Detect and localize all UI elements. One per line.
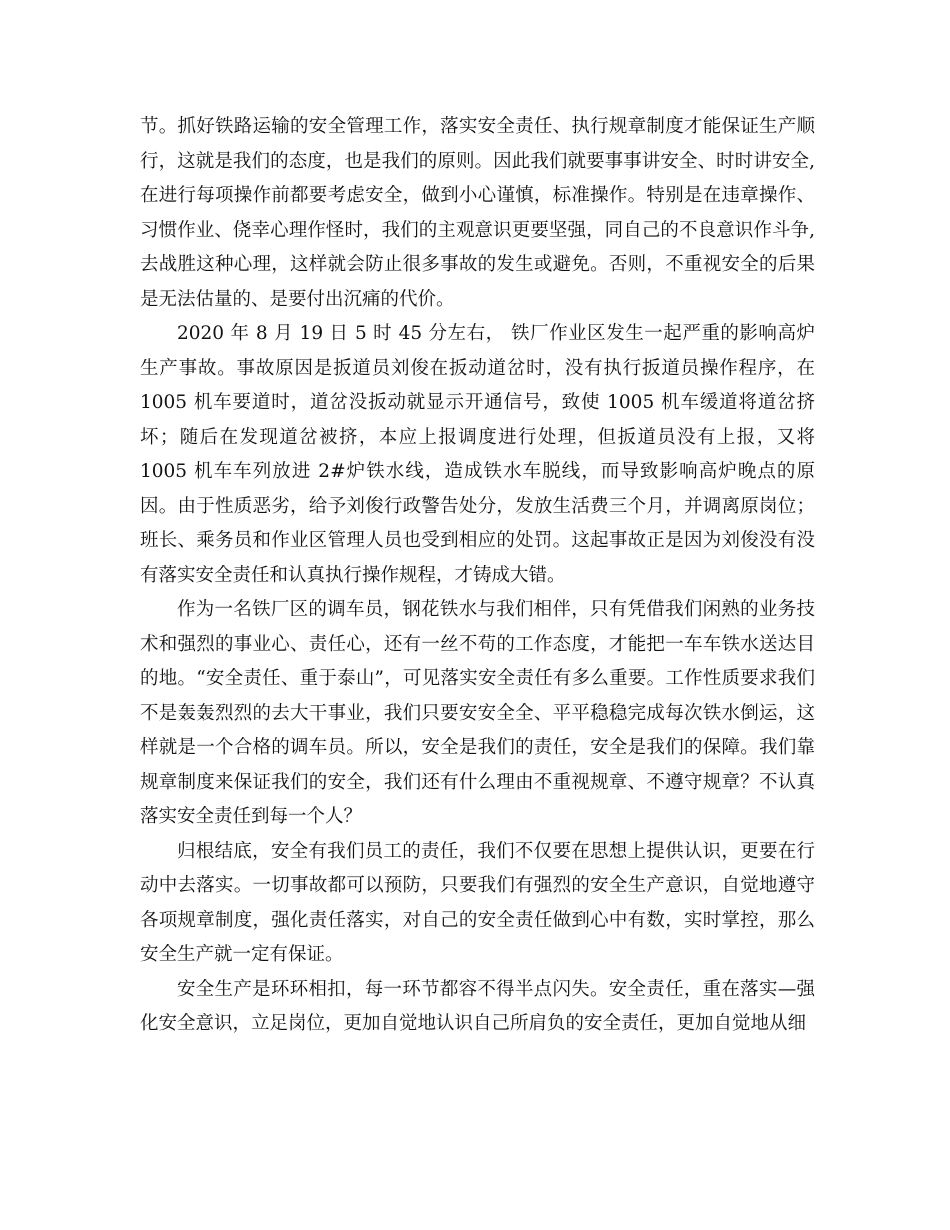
- paragraph-closing: 安全生产是环环相扣，每一环节都容不得半点闪失。安全责任，重在落实—强化安全意识，立足岗位，更加自觉地认识自己所肩负的安全责任，更加自觉地从细: [140, 978, 815, 1034]
- paragraph-continuation: 节。抓好铁路运输的安全管理工作，落实安全责任、执行规章制度才能保证生产顺行，这就是我们的态度，也是我们的原则。因此我们就要事事讲安全、时时讲安全,在进行每项操作前都要考虑安全，做到小心谨慎，标准操作。特别是在违章操作、习惯作业、侥幸心理作怪时，我们的主观意识更要坚强，同自己的不良意识作斗争,去战胜这种心理，这样就会防止很多事故的发生或避免。否则，不重视安全的后果是无法估量的、是要付出沉痛的代价。: [140, 116, 815, 310]
- paragraph-role: 作为一名铁厂区的调车员，钢花铁水与我们相伴，只有凭借我们闲熟的业务技术和强烈的事业心、责任心，还有一丝不苟的工作态度，才能把一车车铁水送达目的地。“安全责任、重于泰山”，可见落实安全责任有多么重要。工作性质要求我们不是轰轰烈烈的去大干事业，我们只要安安全全、平平稳稳完成每次铁水倒运，这样就是一个合格的调车员。所以，安全是我们的责任，安全是我们的保障。我们靠规章制度来保证我们的安全，我们还有什么理由不重视规章、不遵守规章？不认真落实安全责任到每一个人？: [140, 599, 815, 827]
- paragraph-conclusion: 归根结底，安全有我们员工的责任，我们不仅要在思想上提供认识，更要在行动中去落实。一切事故都可以预防，只要我们有强烈的安全生产意识，自觉地遵守各项规章制度，强化责任落实，对自己的安全责任做到心中有数，实时掌控，那么安全生产就一定有保证。: [140, 840, 815, 965]
- document-body: [140, 110, 815, 1042]
- paragraph-incident: 2020 年 8 月 19 日 5 时 45 分左右， 铁厂作业区发生一起严重的影响高炉生产事故。事故原因是扳道员刘俊在扳动道岔时，没有执行扳道员操作程序，在 1005 机车要道时，道岔没扳动就显示开通信号，致使 1005 机车缓道将道岔挤坏；随后在发现道岔被挤，本应上报调度进行处理，但扳道员没有上报，又将 1005 机车车列放进 2#炉铁水线，造成铁水车脱线，而导致影响高炉晚点的原因。由于性质恶劣，给予刘俊行政警告处分，发放生活费三个月，并调离原岗位；班长、乘务员和作业区管理人员也受到相应的处罚。这起事故正是因为刘俊没有没有落实安全责任和认真执行操作规程，才铸成大错。: [140, 323, 815, 586]
